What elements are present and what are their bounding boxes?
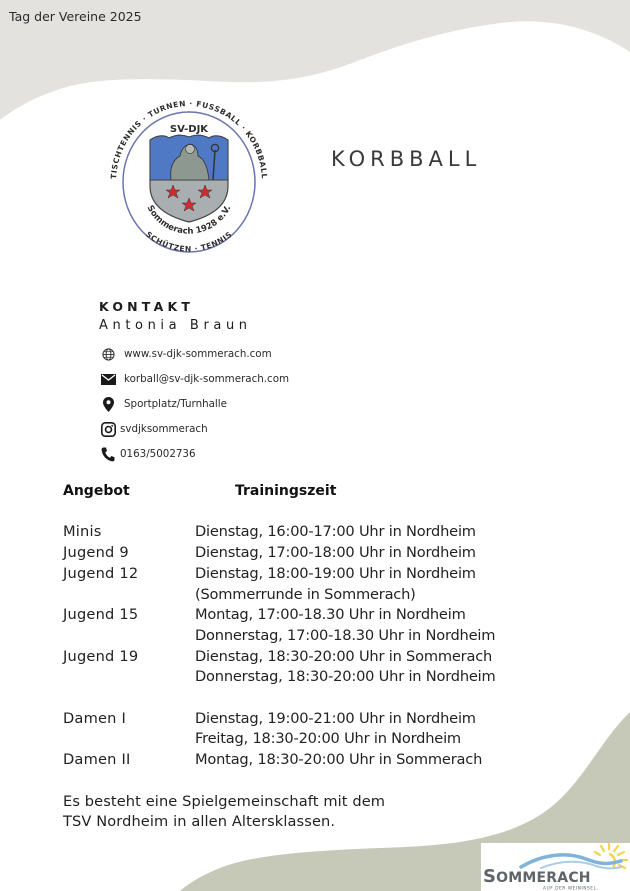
column-header-offer: Angebot (63, 483, 130, 499)
section-spacer (63, 688, 563, 709)
cooperation-note (63, 792, 385, 832)
training-time: Dienstag, 18:00-19:00 Uhr in Nordheim (195, 564, 476, 582)
group-label: Damen I (63, 709, 126, 727)
group-label-empty (63, 729, 195, 750)
contact-email-text[interactable]: korball@sv-djk-sommerach.com (124, 373, 290, 385)
contact-heading: KONTAKT (99, 299, 195, 314)
contact-website[interactable] (100, 342, 289, 367)
training-time: Donnerstag, 18:30-20:00 Uhr in Nordheim (195, 668, 496, 686)
column-header-time: Trainingszeit (235, 483, 337, 499)
club-logo (104, 96, 274, 268)
training-time: Dienstag, 18:30-20:00 Uhr in Sommerach (195, 647, 493, 665)
contact-list (100, 342, 289, 467)
contact-instagram-text[interactable]: svdjksommerach (120, 423, 208, 435)
training-time-note: (Sommerrunde in Sommerach) (195, 585, 416, 603)
club-logo-graphic (104, 96, 274, 268)
group-label: Jugend 9 (63, 544, 129, 562)
sommerach-tagline: AUF DER WEININSEL. (543, 886, 599, 891)
group-label: Jugend 15 (63, 606, 139, 624)
contact-email[interactable] (100, 367, 289, 392)
schedule-table (63, 481, 563, 771)
training-time: Montag, 18:30-20:00 Uhr in Sommerach (195, 751, 483, 769)
page-title: KORBBALL (331, 147, 482, 171)
sommerach-logo (481, 843, 630, 891)
contact-website-text[interactable]: www.sv-djk-sommerach.com (124, 348, 272, 360)
group-label: Jugend 12 (63, 564, 139, 582)
group-label-empty (63, 667, 195, 688)
group-label-empty (63, 626, 195, 647)
event-label: Tag der Vereine 2025 (9, 9, 142, 24)
location-pin-icon (100, 397, 116, 413)
training-time: Donnerstag, 17:00-18.30 Uhr in Nordheim (195, 626, 496, 644)
group-label: Minis (63, 523, 102, 541)
group-label: Damen II (63, 751, 131, 769)
group-label-empty (63, 585, 195, 606)
svg-text:Sommerach 1928 e.V.: Sommerach 1928 e.V. (144, 203, 234, 237)
sommerach-wordmark: SOMMERACH (483, 866, 591, 887)
sommerach-logo-graphic (481, 843, 630, 891)
svg-text:SCHÜTZEN · TENNIS: SCHÜTZEN · TENNIS (144, 229, 234, 254)
contact-name: Antonia Braun (99, 318, 252, 333)
instagram-icon (100, 422, 116, 438)
contact-instagram[interactable] (100, 417, 289, 442)
training-time: Dienstag, 19:00-21:00 Uhr in Nordheim (195, 709, 476, 727)
globe-icon (100, 347, 116, 363)
contact-location (100, 392, 289, 417)
header-spacer (63, 502, 563, 523)
svg-text:SV-DJK: SV-DJK (169, 124, 209, 135)
contact-location-text: Sportplatz/Turnhalle (124, 398, 227, 410)
contact-phone[interactable] (100, 442, 289, 467)
training-time: Dienstag, 17:00-18:00 Uhr in Nordheim (195, 544, 476, 562)
mail-icon (100, 372, 116, 388)
contact-phone-text[interactable]: 0163/5002736 (120, 448, 196, 460)
training-time: Dienstag, 16:00-17:00 Uhr in Nordheim (195, 523, 476, 541)
note-line-1: Es besteht eine Spielgemeinschaft mit dem (63, 793, 386, 810)
group-label: Jugend 19 (63, 647, 139, 665)
training-time: Montag, 17:00-18.30 Uhr in Nordheim (195, 606, 466, 624)
note-line-2: TSV Nordheim in allen Altersklassen. (63, 813, 336, 830)
svg-text:TISCHTENNIS · TURNEN · FUSSBAL: TISCHTENNIS · TURNEN · FUSSBALL · KORBBALL (109, 98, 269, 180)
phone-icon (100, 447, 116, 463)
training-time: Freitag, 18:30-20:00 Uhr in Nordheim (195, 730, 461, 748)
